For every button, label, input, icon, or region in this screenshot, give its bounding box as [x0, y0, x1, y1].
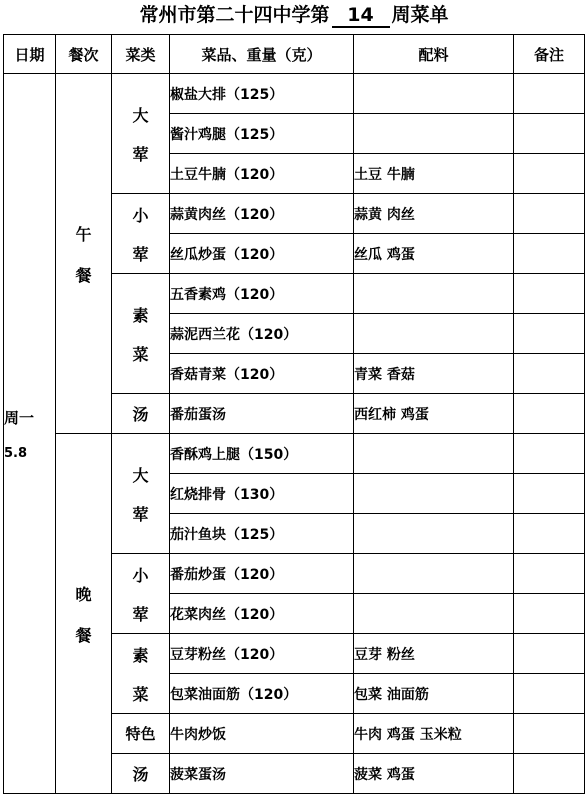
notes-cell — [514, 394, 585, 434]
dish-cell: 椒盐大排（125） — [170, 74, 354, 114]
category-big-meat: 大 荤 — [112, 434, 170, 554]
notes-cell — [514, 754, 585, 794]
dish-cell: 红烧排骨（130） — [170, 474, 354, 514]
dish-cell: 五香素鸡（120） — [170, 274, 354, 314]
ingredients-cell: 西红柿 鸡蛋 — [354, 394, 514, 434]
notes-cell — [514, 594, 585, 634]
ingredients-cell: 牛肉 鸡蛋 玉米粒 — [354, 714, 514, 754]
header-dish: 菜品、重量（克） — [170, 35, 354, 74]
dish-cell: 包菜油面筋（120） — [170, 674, 354, 714]
ingredients-cell: 土豆 牛腩 — [354, 154, 514, 194]
ingredients-cell — [354, 594, 514, 634]
ingredients-cell — [354, 74, 514, 114]
dish-cell: 番茄蛋汤 — [170, 394, 354, 434]
dish-cell: 酱汁鸡腿（125） — [170, 114, 354, 154]
category-vegetable: 素 菜 — [112, 634, 170, 714]
dish-cell: 蒜泥西兰花（120） — [170, 314, 354, 354]
notes-cell — [514, 714, 585, 754]
ingredients-cell — [354, 474, 514, 514]
notes-cell — [514, 354, 585, 394]
dish-cell: 丝瓜炒蛋（120） — [170, 234, 354, 274]
date-num: 5.8 — [4, 445, 28, 461]
category-soup: 汤 — [112, 754, 170, 794]
category-small-meat: 小 荤 — [112, 194, 170, 274]
dish-cell: 番茄炒蛋（120） — [170, 554, 354, 594]
dish-cell: 土豆牛腩（120） — [170, 154, 354, 194]
header-ingredients: 配料 — [354, 35, 514, 74]
ingredients-cell — [354, 514, 514, 554]
notes-cell — [514, 274, 585, 314]
category-small-meat: 小 荤 — [112, 554, 170, 634]
header-row — [4, 35, 585, 74]
date-cell — [4, 74, 56, 794]
notes-cell — [514, 554, 585, 594]
ingredients-cell: 包菜 油面筋 — [354, 674, 514, 714]
notes-cell — [514, 474, 585, 514]
page-title — [0, 0, 588, 34]
ingredients-cell: 青菜 香菇 — [354, 354, 514, 394]
ingredients-cell — [354, 314, 514, 354]
dish-cell: 香菇青菜（120） — [170, 354, 354, 394]
dish-cell: 香酥鸡上腿（150） — [170, 434, 354, 474]
table-row — [4, 74, 585, 114]
dish-cell: 菠菜蛋汤 — [170, 754, 354, 794]
notes-cell — [514, 234, 585, 274]
ingredients-cell — [354, 114, 514, 154]
notes-cell — [514, 634, 585, 674]
dish-cell: 牛肉炒饭 — [170, 714, 354, 754]
ingredients-cell — [354, 274, 514, 314]
meal-lunch: 午 餐 — [56, 74, 112, 434]
ingredients-cell: 丝瓜 鸡蛋 — [354, 234, 514, 274]
notes-cell — [514, 74, 585, 114]
header-date: 日期 — [4, 35, 56, 74]
category-vegetable: 素 菜 — [112, 274, 170, 394]
date-day: 周一 — [4, 408, 35, 427]
header-notes: 备注 — [514, 35, 585, 74]
meal-dinner: 晚 餐 — [56, 434, 112, 794]
notes-cell — [514, 114, 585, 154]
dish-cell: 豆芽粉丝（120） — [170, 634, 354, 674]
notes-cell — [514, 154, 585, 194]
dish-cell: 茄汁鱼块（125） — [170, 514, 354, 554]
notes-cell — [514, 194, 585, 234]
ingredients-cell: 豆芽 粉丝 — [354, 634, 514, 674]
category-special: 特色 — [112, 714, 170, 754]
header-meal: 餐次 — [56, 35, 112, 74]
category-soup: 汤 — [112, 394, 170, 434]
notes-cell — [514, 434, 585, 474]
menu-table — [3, 34, 585, 794]
ingredients-cell: 菠菜 鸡蛋 — [354, 754, 514, 794]
category-big-meat: 大 荤 — [112, 74, 170, 194]
ingredients-cell: 蒜黄 肉丝 — [354, 194, 514, 234]
notes-cell — [514, 514, 585, 554]
dish-cell: 蒜黄肉丝（120） — [170, 194, 354, 234]
ingredients-cell — [354, 554, 514, 594]
dish-cell: 花菜肉丝（120） — [170, 594, 354, 634]
header-category: 菜类 — [112, 35, 170, 74]
notes-cell — [514, 674, 585, 714]
ingredients-cell — [354, 434, 514, 474]
week-number: 14 — [332, 4, 390, 28]
table-row — [4, 434, 585, 474]
title-prefix: 常州市第二十四中学第 — [139, 4, 330, 26]
notes-cell — [514, 314, 585, 354]
title-suffix: 周菜单 — [391, 4, 449, 26]
